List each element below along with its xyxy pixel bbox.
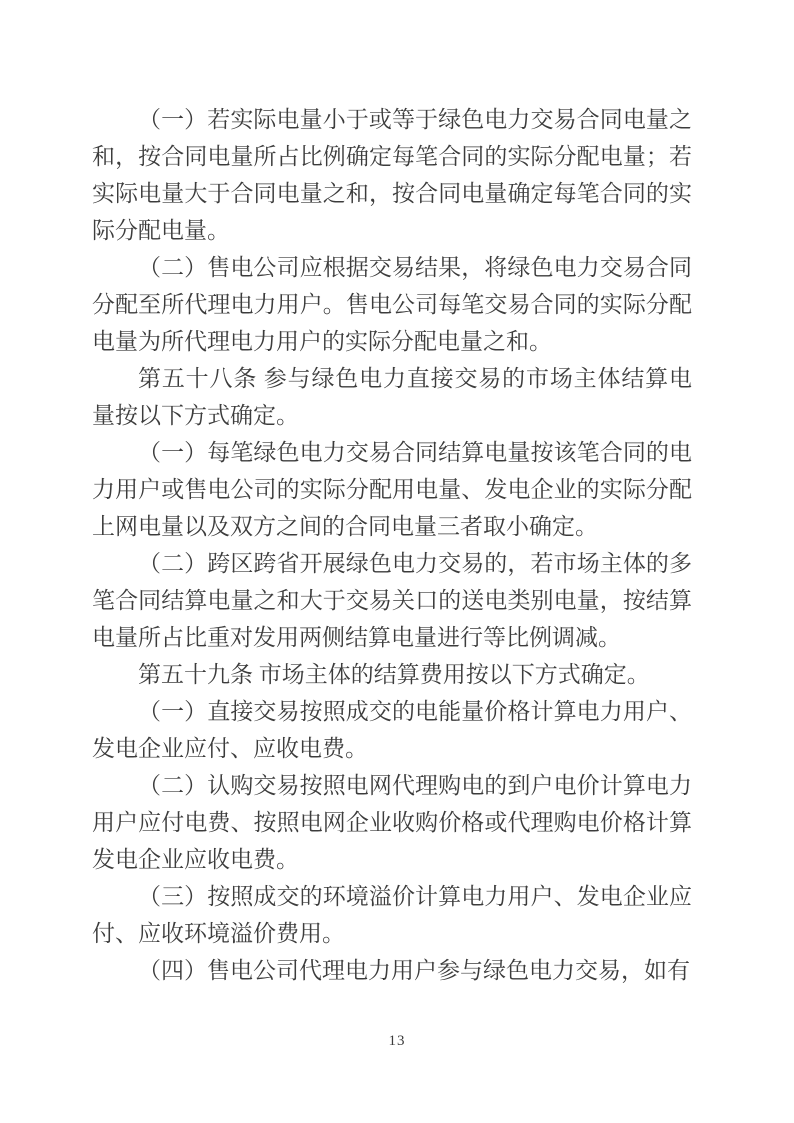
paragraph-article-59-item-1: （一）直接交易按照成交的电能量价格计算电力用户、发电企业应付、应收电费。 (92, 699, 692, 761)
page-number: 13 (388, 1033, 406, 1049)
paragraph-article-59: 第五十九条 市场主体的结算费用按以下方式确定。 (138, 662, 650, 687)
paragraph-article-58-item-1: （一）每笔绿色电力交易合同结算电量按该笔合同的电力用户或售电公司的实际分配用电量、发电企业的实际分配上网电量以及双方之间的合同电量三者取小确定。 (92, 440, 692, 539)
paragraph-article-58: 第五十八条 参与绿色电力直接交易的市场主体结算电量按以下方式确定。 (92, 366, 692, 428)
page-footer (0, 1031, 794, 1051)
paragraph-allocation-rule-1: （一）若实际电量小于或等于绿色电力交易合同电量之和，按合同电量所占比例确定每笔合同的实际分配电量；若实际电量大于合同电量之和，按合同电量确定每笔合同的实际分配电量。 (92, 107, 692, 243)
paragraph-allocation-rule-2: （二）售电公司应根据交易结果，将绿色电力交易合同分配至所代理电力用户。售电公司每笔交易合同的实际分配电量为所代理电力用户的实际分配电量之和。 (92, 255, 692, 354)
paragraph-article-59-item-3: （三）按照成交的环境溢价计算电力用户、发电企业应付、应收环境溢价费用。 (92, 884, 692, 946)
paragraph-article-59-item-4: （四）售电公司代理电力用户参与绿色电力交易，如有 (138, 958, 690, 983)
document-body (92, 101, 692, 989)
paragraph-article-59-item-2: （二）认购交易按照电网代理购电的到户电价计算电力用户应付电费、按照电网企业收购价格或代理购电价格计算发电企业应收电费。 (92, 773, 692, 872)
paragraph-article-58-item-2: （二）跨区跨省开展绿色电力交易的，若市场主体的多笔合同结算电量之和大于交易关口的送电类别电量，按结算电量所占比重对发用两侧结算电量进行等比例调减。 (92, 551, 692, 650)
